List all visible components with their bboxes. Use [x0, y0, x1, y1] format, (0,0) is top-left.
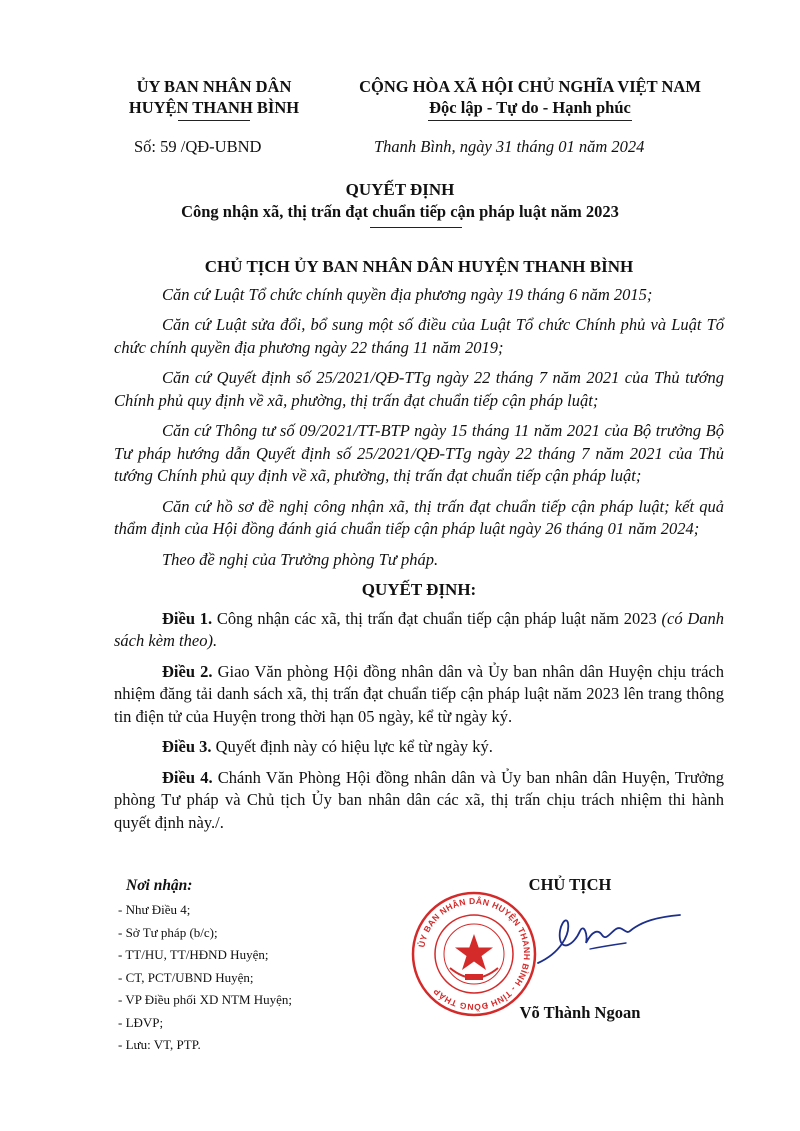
recipient-item: - CT, PCT/UBND Huyện;	[118, 969, 254, 985]
decision-heading: QUYẾT ĐỊNH:	[361, 580, 477, 599]
recipient-item: - Lưu: VT, PTP.	[118, 1037, 201, 1052]
motto-line-1: CỘNG HÒA XÃ HỘI CHỦ NGHĨA VIỆT NAM	[359, 77, 701, 96]
agency-line-2: HUYỆN THANH BÌNH	[128, 98, 300, 117]
article-4-label: Điều 4.	[162, 767, 213, 787]
preamble-5: Căn cứ hồ sơ đề nghị công nhận xã, thị trấn đạt chuẩn tiếp cận pháp luật; kết quả thẩm định của Hội đồng đánh giá chuẩn tiếp cận pháp luật ngày 26 tháng 01 năm 2024;	[114, 496, 724, 538]
recipient-item: - LĐVP;	[118, 1014, 164, 1030]
preamble-3: Căn cứ Quyết định số 25/2021/QĐ-TTg ngày 22 tháng 7 năm 2021 của Thủ tướng Chính phủ quy định về xã, phường, thị trấn đạt chuẩn tiếp cận pháp luật;	[114, 368, 724, 410]
article-1-label: Điều 1.	[162, 608, 213, 628]
motto-line-2: Độc lập - Tự do - Hạnh phúc	[429, 98, 631, 117]
article-2-text: Giao Văn phòng Hội đồng nhân dân và Ủy ban nhân dân Huyện chịu trách nhiệm đăng tải danh sách xã, thị trấn đạt chuẩn tiếp cận pháp luật năm 2023 lên trang thông tin điện tử của Huyện trong thời hạn 05 ngày, kể từ ngày ký.	[114, 661, 725, 726]
recipients-list	[118, 877, 378, 1057]
issuer-heading: CHỦ TỊCH ỦY BAN NHÂN DÂN HUYỆN THANH BÌNH	[204, 257, 634, 276]
handwritten-signature-icon	[530, 905, 710, 975]
preamble-4: Căn cứ Thông tư số 09/2021/TT-BTP ngày 15 tháng 11 năm 2021 của Bộ trưởng Bộ Tư pháp hướng dẫn Quyết định số 25/2021/QĐ-TTg ngày 22 tháng 7 năm 2021 của Thủ tướng Chính phủ quy định về xã, phường, thị trấn đạt chuẩn tiếp cận pháp luật;	[114, 421, 724, 485]
document-title: QUYẾT ĐỊNH	[345, 180, 455, 199]
article-3-label: Điều 3.	[162, 737, 212, 756]
recipient-item: - Sở Tư pháp (b/c);	[118, 924, 218, 940]
recipients-title: Nơi nhận:	[126, 877, 193, 894]
preamble-1: Căn cứ Luật Tổ chức chính quyền địa phương ngày 19 tháng 6 năm 2015;	[162, 284, 653, 304]
article-1	[114, 608, 724, 653]
signer-name: Võ Thành Ngoan	[519, 1003, 641, 1022]
recipient-item: - VP Điều phối XD NTM Huyện;	[118, 992, 293, 1007]
article-2	[114, 661, 724, 729]
seal-text: ỦY BAN NHÂN DÂN HUYỆN THANH BÌNH - TỈNH ĐỒNG THÁP	[416, 895, 533, 1013]
official-seal-icon	[410, 890, 538, 1018]
recipient-item: - Như Điều 4;	[118, 902, 191, 917]
motto-underline	[428, 120, 632, 121]
article-3	[114, 736, 724, 759]
article-2-label: Điều 2.	[162, 661, 213, 681]
article-3-text: Quyết định này có hiệu lực kể từ ngày ký.	[211, 737, 493, 756]
national-motto	[330, 76, 730, 118]
document-subtitle: Công nhận xã, thị trấn đạt chuẩn tiếp cận pháp luật năm 2023	[181, 202, 619, 221]
article-1-text: Công nhận các xã, thị trấn đạt chuẩn tiếp cận pháp luật năm 2023	[212, 608, 662, 628]
article-4	[114, 767, 724, 835]
document-number: Số: 59 /QĐ-UBND	[134, 137, 262, 156]
issuing-agency	[108, 76, 320, 118]
article-4-text: Chánh Văn Phòng Hội đồng nhân dân và Ủy ban nhân dân Huyện, Trưởng phòng Tư pháp và Chủ tịch Ủy ban nhân dân các xã, thị trấn chịu trách nhiệm thi hành quyết định này./.	[114, 767, 725, 832]
signer-title: CHỦ TỊCH	[528, 875, 612, 894]
document-body	[114, 256, 724, 842]
agency-underline	[178, 120, 250, 121]
recipient-item: - TT/HU, TT/HĐND Huyện;	[118, 947, 269, 962]
article-1-note: (có Danh sách kèm theo).	[114, 608, 725, 650]
agency-line-1: ỦY BAN NHÂN DÂN	[136, 77, 292, 96]
preamble-2: Căn cứ Luật sửa đổi, bổ sung một số điều của Luật Tổ chức Chính phủ và Luật Tổ chức chính quyền địa phương ngày 22 tháng 11 năm 2019;	[114, 315, 724, 357]
subtitle-underline	[370, 227, 462, 228]
place-date: Thanh Bình, ngày 31 tháng 01 năm 2024	[374, 137, 645, 156]
preamble-6: Theo đề nghị của Trưởng phòng Tư pháp.	[162, 549, 439, 569]
